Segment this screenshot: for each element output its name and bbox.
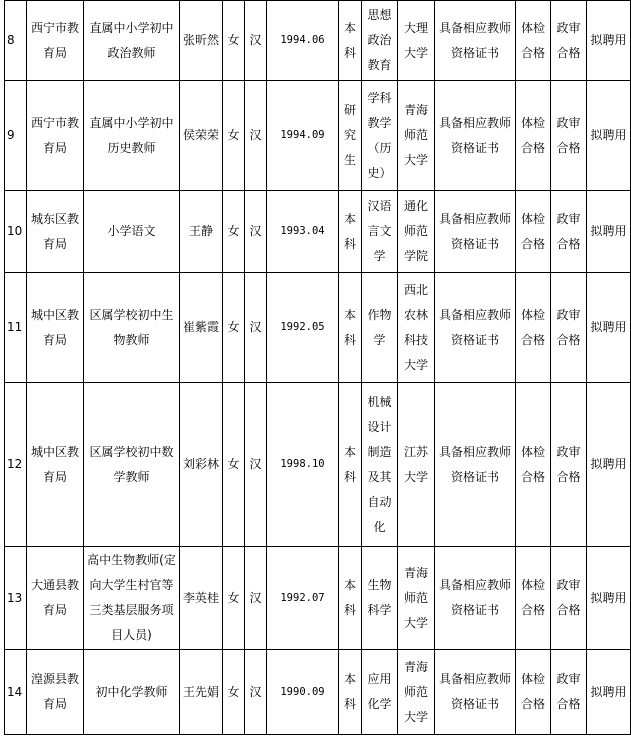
teacher-qualification: 具备相应教师资格证书	[435, 650, 516, 735]
major: 作物学	[362, 273, 398, 383]
teacher-qualification: 具备相应教师资格证书	[435, 81, 516, 191]
political-review-result: 政审合格	[551, 273, 587, 383]
ethnicity: 汉	[245, 383, 267, 547]
birth-date: 1992.07	[267, 547, 339, 650]
row-number: 9	[5, 81, 27, 191]
hiring-status: 拟聘用	[587, 1, 631, 81]
major: 机械设计制造及其自动化	[362, 383, 398, 547]
graduate-school: 江苏大学	[398, 383, 435, 547]
graduate-school: 西北农林科技大学	[398, 273, 435, 383]
political-review-result: 政审合格	[551, 1, 587, 81]
ethnicity: 汉	[245, 547, 267, 650]
job-position: 直属中小学初中历史教师	[84, 81, 180, 191]
ethnicity: 汉	[245, 1, 267, 81]
teacher-qualification: 具备相应教师资格证书	[435, 1, 516, 81]
hiring-status: 拟聘用	[587, 191, 631, 273]
row-number: 12	[5, 383, 27, 547]
table-row	[5, 81, 631, 191]
table-row	[5, 547, 631, 650]
graduate-school: 大理大学	[398, 1, 435, 81]
row-number: 13	[5, 547, 27, 650]
row-number: 14	[5, 650, 27, 735]
job-position: 高中生物教师(定向大学生村官等三类基层服务项目人员)	[84, 547, 180, 650]
major: 应用化学	[362, 650, 398, 735]
major: 思想政治教育	[362, 1, 398, 81]
birth-date: 1992.05	[267, 273, 339, 383]
ethnicity: 汉	[245, 273, 267, 383]
hiring-status: 拟聘用	[587, 650, 631, 735]
education-level: 本科	[339, 273, 362, 383]
employer-unit: 湟源县教育局	[27, 650, 84, 735]
graduate-school: 青海师范大学	[398, 547, 435, 650]
political-review-result: 政审合格	[551, 191, 587, 273]
hiring-status: 拟聘用	[587, 273, 631, 383]
job-position: 小学语文	[84, 191, 180, 273]
table-row	[5, 273, 631, 383]
graduate-school: 青海师范大学	[398, 81, 435, 191]
physical-exam-result: 体检合格	[516, 81, 551, 191]
education-level: 本科	[339, 650, 362, 735]
ethnicity: 汉	[245, 81, 267, 191]
teacher-qualification: 具备相应教师资格证书	[435, 273, 516, 383]
education-level: 本科	[339, 547, 362, 650]
candidate-name: 崔紫霞	[180, 273, 223, 383]
gender: 女	[223, 383, 245, 547]
physical-exam-result: 体检合格	[516, 650, 551, 735]
hiring-status: 拟聘用	[587, 547, 631, 650]
major: 汉语言文学	[362, 191, 398, 273]
hiring-status: 拟聘用	[587, 81, 631, 191]
physical-exam-result: 体检合格	[516, 273, 551, 383]
education-level: 本科	[339, 191, 362, 273]
education-level: 本科	[339, 383, 362, 547]
table-row	[5, 191, 631, 273]
birth-date: 1993.04	[267, 191, 339, 273]
physical-exam-result: 体检合格	[516, 1, 551, 81]
graduate-school: 青海师范大学	[398, 650, 435, 735]
graduate-school: 通化师范学院	[398, 191, 435, 273]
education-level: 研究生	[339, 81, 362, 191]
gender: 女	[223, 81, 245, 191]
physical-exam-result: 体检合格	[516, 191, 551, 273]
gender: 女	[223, 547, 245, 650]
teacher-qualification: 具备相应教师资格证书	[435, 191, 516, 273]
job-position: 直属中小学初中政治教师	[84, 1, 180, 81]
job-position: 区属学校初中生物教师	[84, 273, 180, 383]
recruitment-table	[4, 0, 631, 735]
employer-unit: 城中区教育局	[27, 383, 84, 547]
row-number: 10	[5, 191, 27, 273]
job-position: 初中化学教师	[84, 650, 180, 735]
teacher-qualification: 具备相应教师资格证书	[435, 383, 516, 547]
table-row	[5, 650, 631, 735]
birth-date: 1990.09	[267, 650, 339, 735]
political-review-result: 政审合格	[551, 650, 587, 735]
physical-exam-result: 体检合格	[516, 547, 551, 650]
row-number: 11	[5, 273, 27, 383]
major: 学科教学（历史）	[362, 81, 398, 191]
hiring-status: 拟聘用	[587, 383, 631, 547]
gender: 女	[223, 273, 245, 383]
gender: 女	[223, 1, 245, 81]
political-review-result: 政审合格	[551, 81, 587, 191]
education-level: 本科	[339, 1, 362, 81]
employer-unit: 西宁市教育局	[27, 81, 84, 191]
candidate-name: 侯荣荣	[180, 81, 223, 191]
employer-unit: 城中区教育局	[27, 273, 84, 383]
employer-unit: 西宁市教育局	[27, 1, 84, 81]
row-number: 8	[5, 1, 27, 81]
ethnicity: 汉	[245, 191, 267, 273]
candidate-name: 王先娟	[180, 650, 223, 735]
candidate-name: 李英桂	[180, 547, 223, 650]
physical-exam-result: 体检合格	[516, 383, 551, 547]
candidate-name: 张昕然	[180, 1, 223, 81]
birth-date: 1994.06	[267, 1, 339, 81]
major: 生物科学	[362, 547, 398, 650]
gender: 女	[223, 191, 245, 273]
political-review-result: 政审合格	[551, 383, 587, 547]
job-position: 区属学校初中数学教师	[84, 383, 180, 547]
political-review-result: 政审合格	[551, 547, 587, 650]
candidate-name: 王静	[180, 191, 223, 273]
birth-date: 1998.10	[267, 383, 339, 547]
employer-unit: 城东区教育局	[27, 191, 84, 273]
birth-date: 1994.09	[267, 81, 339, 191]
teacher-qualification: 具备相应教师资格证书	[435, 547, 516, 650]
table-row	[5, 383, 631, 547]
ethnicity: 汉	[245, 650, 267, 735]
table-row	[5, 1, 631, 81]
employer-unit: 大通县教育局	[27, 547, 84, 650]
candidate-name: 刘彩林	[180, 383, 223, 547]
gender: 女	[223, 650, 245, 735]
